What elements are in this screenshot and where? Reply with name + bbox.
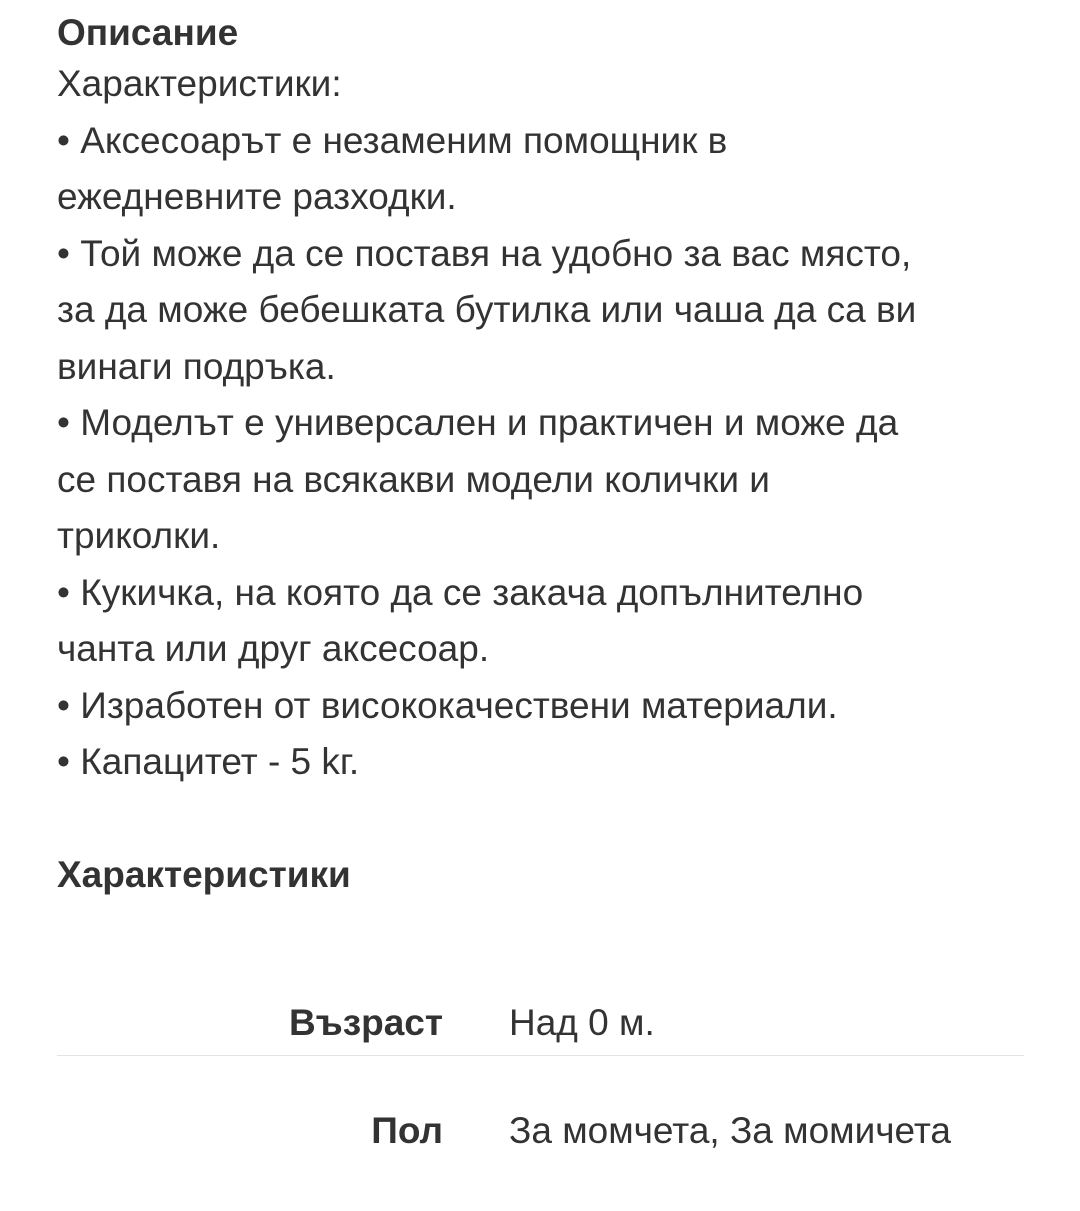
specs-row-gender — [57, 1055, 1024, 1206]
description-line: се поставя на всякакви модели колички и — [57, 458, 770, 500]
description-line: чанта или друг аксесоар. — [57, 628, 490, 669]
description-line: • Моделът е универсален и практичен и може да — [57, 402, 899, 443]
description-line: за да може бебешката бутилка или чаша да са ви — [57, 289, 917, 330]
spec-label-age: Възраст — [289, 1001, 443, 1043]
description-body — [57, 56, 1024, 791]
description-line: триколки. — [57, 515, 221, 556]
description-line: • Изработен от висококачествени материали. — [57, 684, 838, 726]
description-line: • Капацитет - 5 kг. — [57, 741, 360, 782]
description-line: винаги подръка. — [57, 345, 336, 387]
spec-label-gender: Пол — [371, 1109, 443, 1151]
description-line: • Аксесоарът е незаменим помощник в — [57, 119, 728, 161]
specs-heading: Характеристики — [57, 853, 351, 895]
description-heading: Описание — [57, 12, 239, 53]
description-line: • Кукичка, на която да се закача допълнително — [57, 571, 864, 613]
description-line: ежедневните разходки. — [57, 176, 457, 217]
description-line: • Той може да се поставя на удобно за вас място, — [57, 232, 912, 274]
spec-value-gender: За момчета, За момичета — [509, 1109, 952, 1151]
specs-row-age — [57, 991, 1024, 1056]
specs-table — [57, 991, 1024, 1206]
description-line: Характеристики: — [57, 63, 342, 104]
spec-value-age: Над 0 м. — [509, 1001, 655, 1043]
